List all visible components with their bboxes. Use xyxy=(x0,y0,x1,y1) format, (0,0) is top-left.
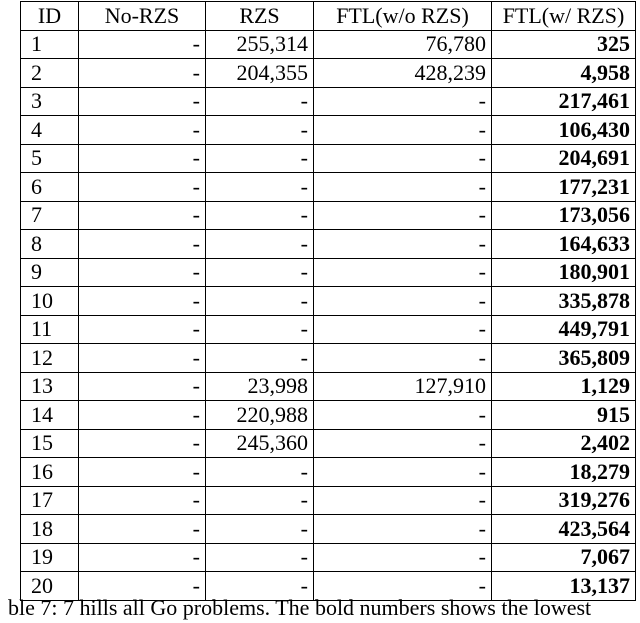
ftl-with-rzs-cell: 335,878 xyxy=(492,287,636,316)
ftl-with-rzs-cell: 164,633 xyxy=(492,230,636,259)
no-rzs-cell: - xyxy=(79,287,206,316)
ftl-with-rzs-cell: 365,809 xyxy=(492,344,636,373)
ftl-with-rzs-cell: 7,067 xyxy=(492,543,636,572)
ftl-without-rzs-cell: - xyxy=(314,429,492,458)
no-rzs-cell: - xyxy=(79,230,206,259)
ftl-with-rzs-cell: 325 xyxy=(492,30,636,59)
rzs-cell: - xyxy=(206,87,314,116)
rzs-cell: 220,988 xyxy=(206,401,314,430)
ftl-with-rzs-cell: 2,402 xyxy=(492,429,636,458)
column-header-ftl-with-rzs: FTL(w/ RZS) xyxy=(492,2,636,31)
ftl-without-rzs-cell: - xyxy=(314,344,492,373)
id-cell: 2 xyxy=(21,59,79,88)
no-rzs-cell: - xyxy=(79,458,206,487)
table-row xyxy=(21,344,636,373)
table-row xyxy=(21,486,636,515)
rzs-cell: - xyxy=(206,258,314,287)
ftl-with-rzs-cell: 204,691 xyxy=(492,144,636,173)
ftl-with-rzs-cell: 449,791 xyxy=(492,315,636,344)
rzs-cell: - xyxy=(206,287,314,316)
id-cell: 1 xyxy=(21,30,79,59)
table-row xyxy=(21,59,636,88)
column-header-id: ID xyxy=(21,2,79,31)
rzs-cell: 255,314 xyxy=(206,30,314,59)
ftl-without-rzs-cell: - xyxy=(314,87,492,116)
ftl-with-rzs-cell: 173,056 xyxy=(492,201,636,230)
rzs-cell: - xyxy=(206,515,314,544)
table-row xyxy=(21,401,636,430)
rzs-cell: - xyxy=(206,344,314,373)
results-table xyxy=(20,1,636,601)
table-row xyxy=(21,287,636,316)
ftl-with-rzs-cell: 177,231 xyxy=(492,173,636,202)
id-cell: 13 xyxy=(21,372,79,401)
no-rzs-cell: - xyxy=(79,173,206,202)
ftl-with-rzs-cell: 915 xyxy=(492,401,636,430)
table-row xyxy=(21,315,636,344)
ftl-with-rzs-cell: 4,958 xyxy=(492,59,636,88)
table-body xyxy=(21,30,636,600)
ftl-without-rzs-cell: - xyxy=(314,515,492,544)
no-rzs-cell: - xyxy=(79,258,206,287)
table-row xyxy=(21,230,636,259)
id-cell: 8 xyxy=(21,230,79,259)
no-rzs-cell: - xyxy=(79,87,206,116)
ftl-without-rzs-cell: - xyxy=(314,458,492,487)
column-header-rzs: RZS xyxy=(206,2,314,31)
ftl-with-rzs-cell: 217,461 xyxy=(492,87,636,116)
ftl-without-rzs-cell: 428,239 xyxy=(314,59,492,88)
no-rzs-cell: - xyxy=(79,401,206,430)
header-row xyxy=(21,2,636,31)
rzs-cell: - xyxy=(206,201,314,230)
table-row xyxy=(21,429,636,458)
ftl-with-rzs-cell: 1,129 xyxy=(492,372,636,401)
table-row xyxy=(21,458,636,487)
id-cell: 6 xyxy=(21,173,79,202)
no-rzs-cell: - xyxy=(79,116,206,145)
ftl-with-rzs-cell: 18,279 xyxy=(492,458,636,487)
table-row xyxy=(21,173,636,202)
table-row xyxy=(21,144,636,173)
id-cell: 14 xyxy=(21,401,79,430)
ftl-without-rzs-cell: - xyxy=(314,401,492,430)
id-cell: 11 xyxy=(21,315,79,344)
id-cell: 15 xyxy=(21,429,79,458)
column-header-no-rzs: No-RZS xyxy=(79,2,206,31)
rzs-cell: - xyxy=(206,315,314,344)
table-row xyxy=(21,543,636,572)
ftl-without-rzs-cell: - xyxy=(314,173,492,202)
id-cell: 17 xyxy=(21,486,79,515)
no-rzs-cell: - xyxy=(79,144,206,173)
ftl-with-rzs-cell: 180,901 xyxy=(492,258,636,287)
no-rzs-cell: - xyxy=(79,201,206,230)
table-row xyxy=(21,116,636,145)
column-header-ftl-without-rzs: FTL(w/o RZS) xyxy=(314,2,492,31)
ftl-with-rzs-cell: 106,430 xyxy=(492,116,636,145)
no-rzs-cell: - xyxy=(79,572,206,601)
ftl-without-rzs-cell: - xyxy=(314,201,492,230)
ftl-without-rzs-cell: 76,780 xyxy=(314,30,492,59)
ftl-without-rzs-cell: - xyxy=(314,258,492,287)
ftl-with-rzs-cell: 319,276 xyxy=(492,486,636,515)
rzs-cell: - xyxy=(206,144,314,173)
rzs-cell: 204,355 xyxy=(206,59,314,88)
id-cell: 12 xyxy=(21,344,79,373)
id-cell: 4 xyxy=(21,116,79,145)
rzs-cell: - xyxy=(206,116,314,145)
rzs-cell: - xyxy=(206,458,314,487)
rzs-cell: 245,360 xyxy=(206,429,314,458)
no-rzs-cell: - xyxy=(79,315,206,344)
table-row xyxy=(21,30,636,59)
ftl-with-rzs-cell: 13,137 xyxy=(492,572,636,601)
no-rzs-cell: - xyxy=(79,515,206,544)
ftl-without-rzs-cell: - xyxy=(314,315,492,344)
rzs-cell: - xyxy=(206,230,314,259)
ftl-without-rzs-cell: - xyxy=(314,144,492,173)
ftl-without-rzs-cell: 127,910 xyxy=(314,372,492,401)
table-caption: ble 7: 7 hills all Go problems. The bold numbers shows the lowest xyxy=(8,595,592,620)
ftl-without-rzs-cell: - xyxy=(314,572,492,601)
table-row xyxy=(21,258,636,287)
id-cell: 10 xyxy=(21,287,79,316)
ftl-without-rzs-cell: - xyxy=(314,287,492,316)
ftl-without-rzs-cell: - xyxy=(314,486,492,515)
rzs-cell: - xyxy=(206,173,314,202)
no-rzs-cell: - xyxy=(79,543,206,572)
no-rzs-cell: - xyxy=(79,372,206,401)
no-rzs-cell: - xyxy=(79,486,206,515)
id-cell: 9 xyxy=(21,258,79,287)
no-rzs-cell: - xyxy=(79,344,206,373)
rzs-cell: - xyxy=(206,543,314,572)
table-row xyxy=(21,372,636,401)
table-row xyxy=(21,201,636,230)
id-cell: 5 xyxy=(21,144,79,173)
id-cell: 19 xyxy=(21,543,79,572)
ftl-without-rzs-cell: - xyxy=(314,230,492,259)
id-cell: 3 xyxy=(21,87,79,116)
no-rzs-cell: - xyxy=(79,429,206,458)
id-cell: 20 xyxy=(21,572,79,601)
no-rzs-cell: - xyxy=(79,59,206,88)
id-cell: 18 xyxy=(21,515,79,544)
rzs-cell: 23,998 xyxy=(206,372,314,401)
id-cell: 7 xyxy=(21,201,79,230)
no-rzs-cell: - xyxy=(79,30,206,59)
table-row xyxy=(21,515,636,544)
id-cell: 16 xyxy=(21,458,79,487)
rzs-cell: - xyxy=(206,486,314,515)
ftl-without-rzs-cell: - xyxy=(314,116,492,145)
ftl-without-rzs-cell: - xyxy=(314,543,492,572)
table-row xyxy=(21,87,636,116)
ftl-with-rzs-cell: 423,564 xyxy=(492,515,636,544)
rzs-cell: - xyxy=(206,572,314,601)
